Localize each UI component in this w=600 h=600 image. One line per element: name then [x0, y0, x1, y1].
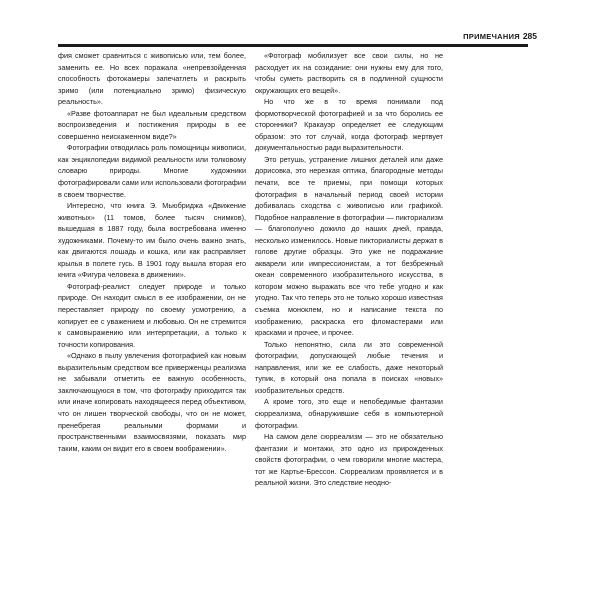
paragraph: фия сможет сравниться с живописью или, тем более, заменить ее. Но всех поражала «непревзойденная способность фотокамеры запечатлеть и раскрыть зримо (или потенциально зримо) физическую реальность».	[58, 51, 246, 107]
paragraph: «Разве фотоаппарат не был идеальным средством воспроизведения и постижения природы в ее совершенно неискаженном виде?»	[58, 108, 246, 141]
paragraph: Это ретушь, устранение лишних деталей или даже дорисовка, это нерезкая оптика, благородные методы печати, все те приемы, при помощи которых фотография в начальный период своей истории добивалась сходства с живописью или графикой. Подобное направление в фотографии — пикториализм — благополучно дожило до наших дней, правда, несколько изменилось. Новые пикториалисты держат в голове другие образцы. Это уже не подражание акварели или импрессионистам, а тот безбрежный океан современного изобразительного искусства, в котором можно выражать все что тебе угодно и как угодно. Так что теперь это не только хорошо известная съемка моноклем, но и написание текста по изображению, раскраска его фломастерами или красками и прочее, и прочее.	[255, 154, 443, 338]
page-number: 285	[522, 31, 537, 41]
paragraph: Но что же в то время понимали под формотворческой фотографией и за что боролись ее сторонники? Кракауэр определяет ее следующим образом: это тот случай, когда фотограф жертвует документальностью ради выразительности.	[255, 97, 443, 153]
left-column	[58, 50, 246, 520]
paragraph: А кроме того, это еще и непобедимые фантазии сюрреализма, обнаружившие себя в компьютерной фотографии.	[255, 397, 443, 430]
paragraph: На самом деле сюрреализм — это не обязательно фантазии и монтажи, это одно из прирожденных свойств фотографии, о чем говорили многие мастера, тот же Картье-Брессон. Сюрреализм проявляется и в реальной жизни. Это следствие неодно-	[255, 432, 443, 488]
header-rule	[58, 44, 528, 47]
paragraph: Интересно, что книга Э. Мьюбриджа «Движение животных» (11 томов, более тысяч снимков), вышедшая в 1887 году, была востребована именно художниками. Почему-то им было очень важно знать, как двигаются лошадь и кошка, или как расправляет крылья в полете гусь. В 1901 году вышла вторая его книга «Фигура человека в движении».	[58, 201, 246, 280]
paragraph: Только непонятно, сила ли это современной фотографии, допускающей любые течения и направления, или же ее слабость, даже некоторый тупик, в который она попала в поисках «новых» изобразительных средств.	[255, 339, 443, 395]
paragraph: Фотографии отводилась роль помощницы живописи, как энциклопедии видимой реальности или толковому словарю природы. Многие художники фотографировали сами или использовали фотографии в своем творчестве.	[58, 143, 246, 199]
paragraph: «Однако в пылу увлечения фотографией как новым выразительным средством все приверженцы реализма не забывали отметить ее важную особенность, заключающуюся в том, что фотографу приходится так или иначе копировать находящееся перед объективом, что он лишен творческой свободы, что он не может, пренебрегая реальными формами и пространственными взаимосвязями, показать мир таким, каким он видит его в своем воображении».	[58, 351, 246, 453]
paragraph: Фотограф-реалист следует природе и только природе. Он находит смысл в ее изображении, он не переставляет природу по своему усмотрению, а копирует ее с уважением и любовью. Он не стремится к самовыражению или интерпретации, а только к точности копирования.	[58, 281, 246, 349]
running-head: ПРИМЕЧАНИЯ	[459, 32, 520, 41]
right-column	[255, 50, 443, 520]
paragraph: «Фотограф мобилизует все свои силы, но не расходует их на созидание: они нужны ему для того, чтобы суметь растворить ся в подлинной сущности окружающих его вещей».	[255, 51, 443, 95]
